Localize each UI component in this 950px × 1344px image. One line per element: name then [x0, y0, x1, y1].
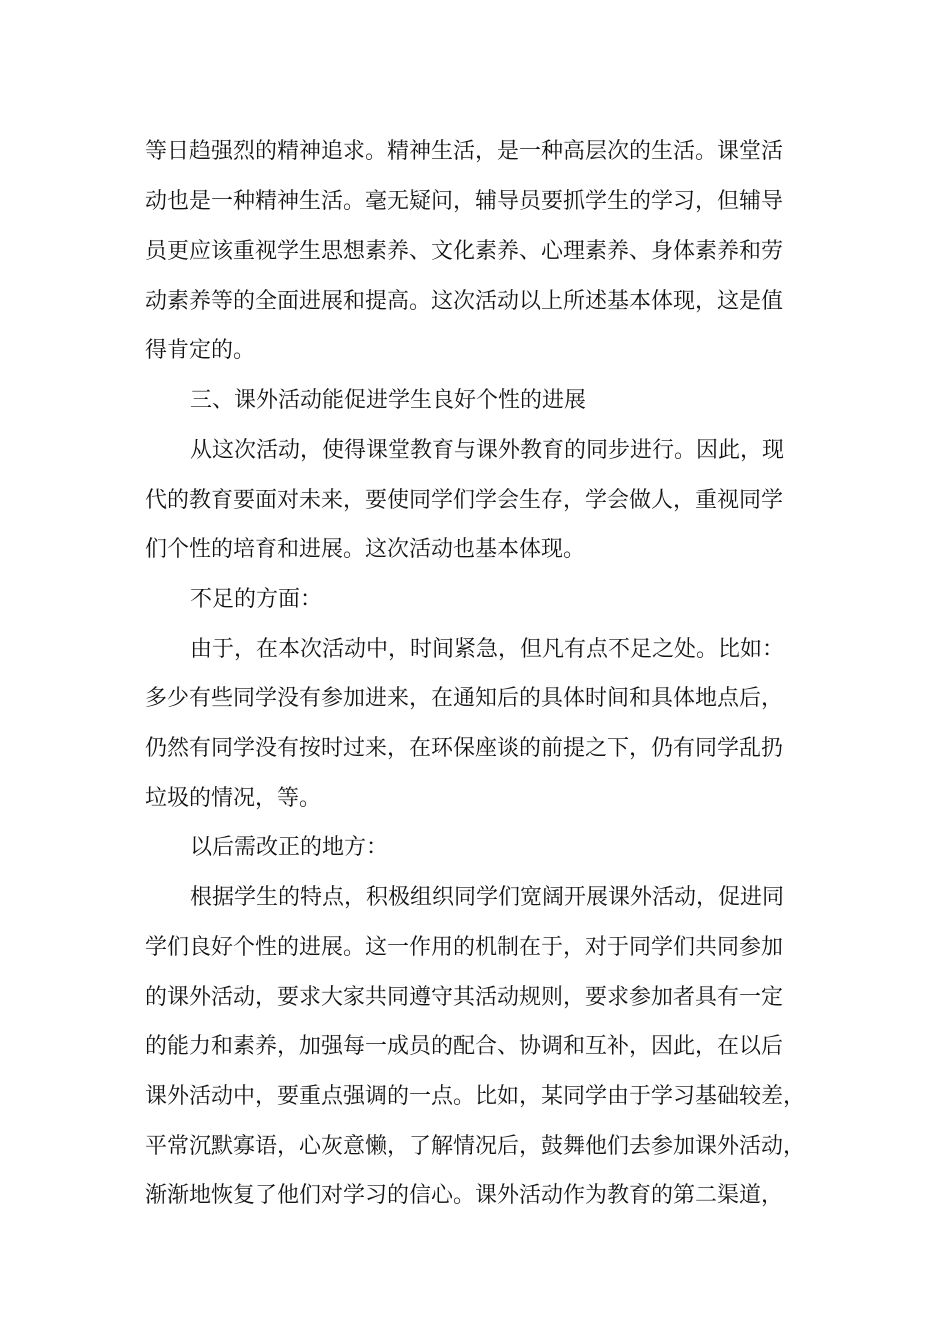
text-line: 代的教育要面对未来，要使同学们学会生存，学会做人，重视同学 — [145, 488, 784, 513]
text-line: 等日趋强烈的精神追求。精神生活，是一种高层次的生活。课堂活 — [145, 139, 784, 164]
text-line: 仍然有同学没有按时过来，在环保座谈的前提之下，仍有同学乱扔 — [145, 736, 784, 761]
text-line: 课外活动中，要重点强调的一点。比如，某同学由于学习基础较差， — [145, 1084, 806, 1109]
text-line: 平常沉默寡语，心灰意懒，了解情况后，鼓舞他们去参加课外活动， — [145, 1134, 806, 1159]
subsection-heading: 不足的方面： — [190, 587, 323, 612]
text-line: 得肯定的。 — [145, 338, 256, 363]
text-line: 的课外活动，要求大家共同遵守其活动规则，要求参加者具有一定 — [145, 985, 784, 1010]
text-line: 垃圾的情况，等。 — [145, 786, 322, 811]
text-line: 根据学生的特点，积极组织同学们宽阔开展课外活动，促进同 — [190, 885, 785, 910]
text-line: 从这次活动，使得课堂教育与课外教育的同步进行。因此，现 — [190, 438, 785, 463]
text-line: 多少有些同学没有参加进来，在通知后的具体时间和具体地点后， — [145, 686, 784, 711]
text-line: 由于，在本次活动中，时间紧急，但凡有点不足之处。比如： — [190, 637, 785, 662]
text-line: 动素养等的全面进展和提高。这次活动以上所述基本体现，这是值 — [145, 289, 784, 314]
text-line: 渐渐地恢复了他们对学习的信心。课外活动作为教育的第二渠道， — [145, 1183, 784, 1208]
text-line: 员更应该重视学生思想素养、文化素养、心理素养、身体素养和劳 — [145, 239, 784, 264]
text-line: 的能力和素养，加强每一成员的配合、协调和互补，因此，在以后 — [145, 1034, 784, 1059]
text-line: 们个性的培育和进展。这次活动也基本体现。 — [145, 537, 586, 562]
text-line: 学们良好个性的进展。这一作用的机制在于，对于同学们共同参加 — [145, 935, 784, 960]
subsection-heading: 以后需改正的地方： — [190, 835, 389, 860]
text-line: 动也是一种精神生活。毫无疑问，辅导员要抓学生的学习，但辅导 — [145, 189, 784, 214]
section-heading: 三、课外活动能促进学生良好个性的进展 — [190, 388, 587, 413]
